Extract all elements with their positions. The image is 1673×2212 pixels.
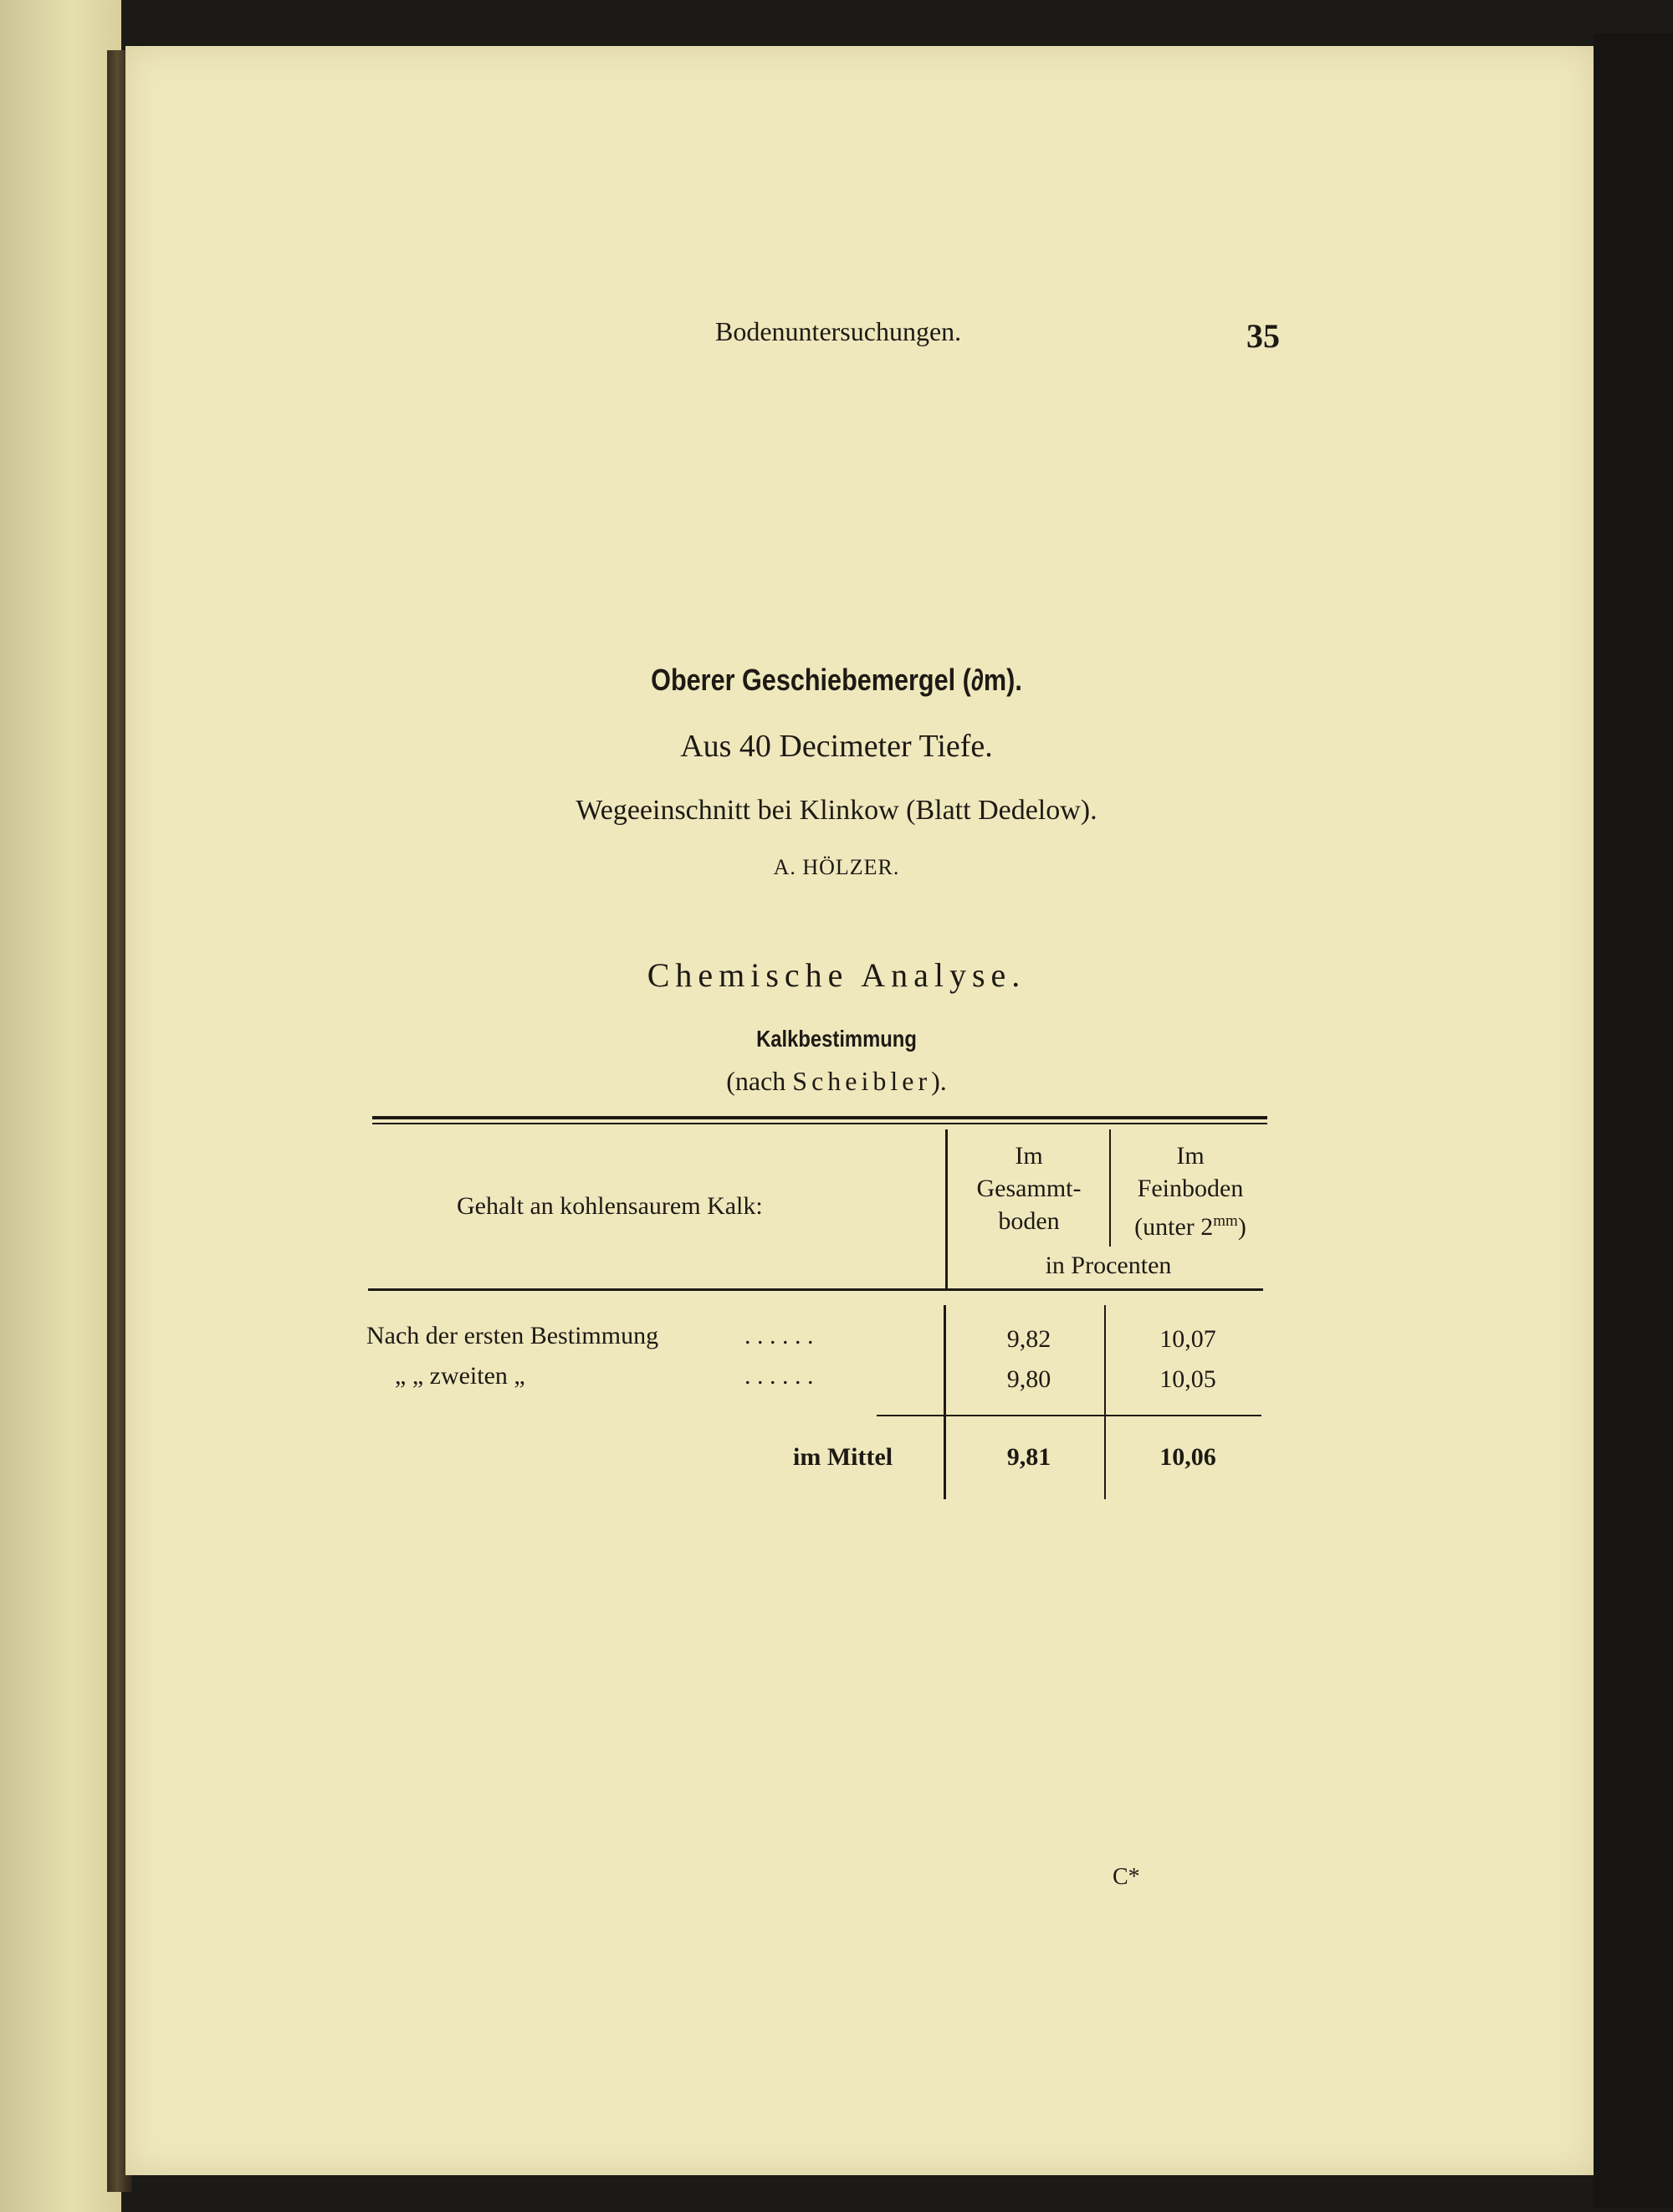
table-column-divider-1 bbox=[945, 1129, 948, 1288]
col1-line1: Im bbox=[1015, 1142, 1043, 1170]
analysis-heading: Chemische Analyse. bbox=[647, 956, 1026, 994]
table-col-feinboden bbox=[1111, 1139, 1270, 1243]
sample-location: Wegeeinschnitt bei Klinkow (Blatt Dedelow). bbox=[576, 795, 1097, 826]
table-col-gesammtboden bbox=[949, 1139, 1108, 1237]
book-cover-edge bbox=[1594, 33, 1673, 2209]
method-prefix: (nach bbox=[726, 1066, 793, 1096]
table-mean-cell: 10,06 bbox=[1159, 1443, 1216, 1471]
table-mean-label: im Mittel bbox=[793, 1443, 893, 1471]
col1-line3: boden bbox=[998, 1207, 1060, 1235]
table-cell: 9,80 bbox=[1006, 1365, 1051, 1393]
table-mean-rule bbox=[877, 1415, 1261, 1416]
table-top-rule bbox=[372, 1116, 1267, 1119]
method-suffix: ). bbox=[931, 1066, 947, 1096]
facing-page-edge bbox=[0, 0, 121, 2212]
sample-depth: Aus 40 Decimeter Tiefe. bbox=[680, 729, 993, 764]
analysis-method bbox=[0, 1066, 1673, 1097]
method-name: Scheibler bbox=[792, 1066, 932, 1096]
table-cell: 10,07 bbox=[1159, 1325, 1216, 1353]
signature-mark: C* bbox=[1113, 1864, 1140, 1890]
section-title: Oberer Geschiebemergel (∂m). bbox=[651, 663, 1022, 697]
table-top-rule-thin bbox=[372, 1123, 1267, 1124]
table-row-dots: . . . . . . bbox=[744, 1362, 814, 1390]
table-row-label: „ „ zweiten „ bbox=[395, 1362, 525, 1390]
col2-line2: Feinboden bbox=[1137, 1175, 1244, 1202]
col2-line1: Im bbox=[1176, 1142, 1205, 1170]
table-mean-cell: 9,81 bbox=[1006, 1443, 1051, 1471]
page-number: 35 bbox=[1246, 317, 1280, 355]
table-row-dots: . . . . . . bbox=[744, 1322, 814, 1349]
table-unit-header: in Procenten bbox=[1045, 1252, 1172, 1279]
col1-line2: Gesammt- bbox=[976, 1175, 1082, 1202]
table-cell: 9,82 bbox=[1006, 1325, 1051, 1353]
table-row-label: Nach der ersten Bestimmung bbox=[366, 1322, 659, 1349]
table-cell: 10,05 bbox=[1159, 1365, 1216, 1393]
book-page bbox=[125, 46, 1594, 2175]
table-header-rule bbox=[368, 1288, 1263, 1291]
col2-line3: (unter $2^{mm}$) bbox=[1134, 1212, 1246, 1241]
table-row-header: Gehalt an kohlensaurem Kalk: bbox=[457, 1192, 763, 1220]
running-header: Bodenuntersuchungen. bbox=[715, 316, 962, 346]
analysis-subheading: Kalkbestimmung bbox=[756, 1026, 917, 1052]
table-column-divider-body-1 bbox=[944, 1305, 946, 1499]
analyst-name: A. HÖLZER. bbox=[773, 855, 900, 879]
